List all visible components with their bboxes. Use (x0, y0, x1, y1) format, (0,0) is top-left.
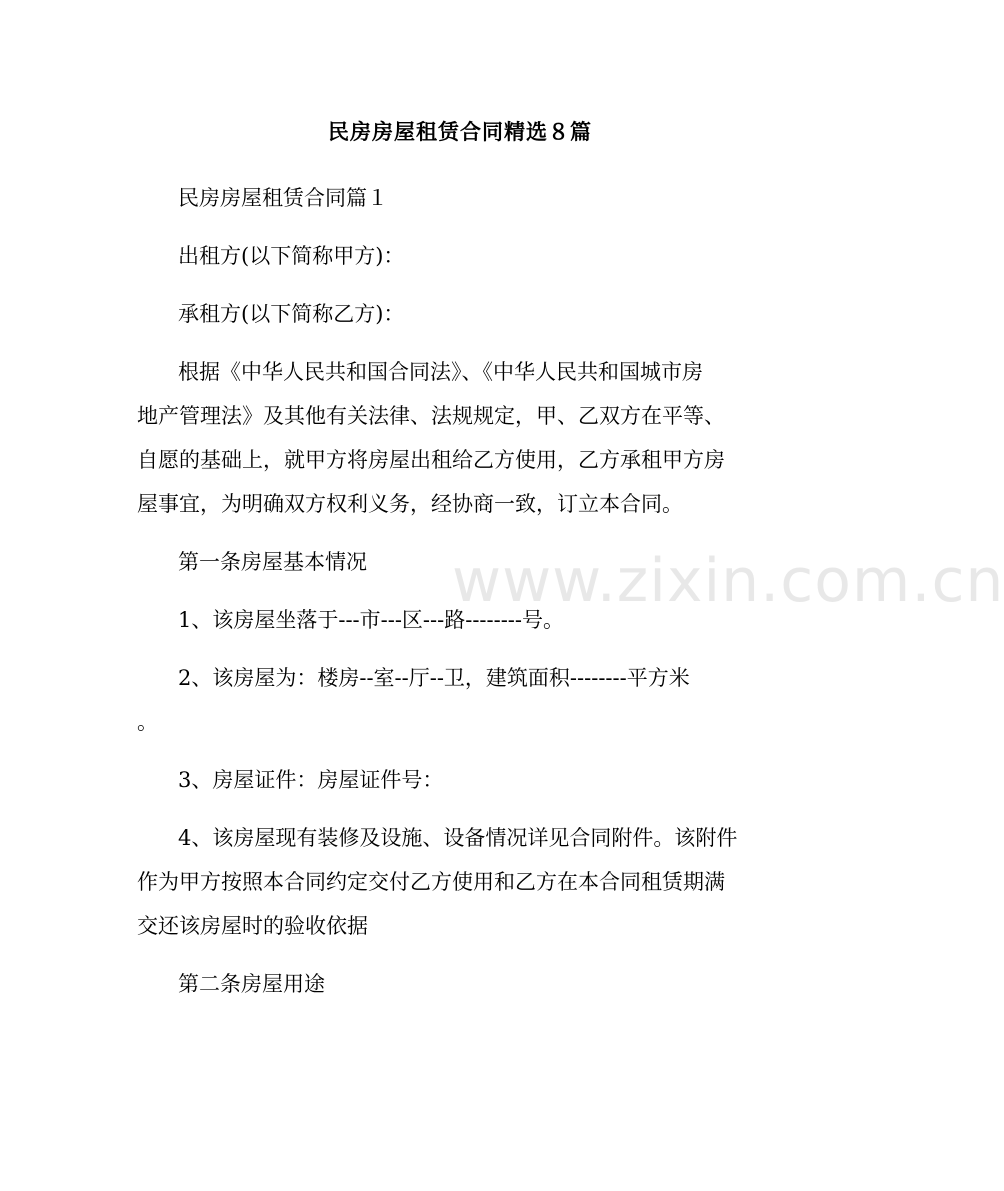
document-title: 民房房屋租赁合同精选８篇 (328, 120, 592, 144)
watermark-text: www.zixin.com.cn (452, 546, 1004, 616)
lessor-line: 出租方(以下简称甲方)： (178, 244, 405, 268)
item-1: 1、该房屋坐落于---市---区---路--------号。 (178, 608, 564, 632)
item-4-line-2: 作为甲方按照本合同约定交付乙方使用和乙方在本合同租赁期满 (137, 870, 725, 894)
lessee-line: 承租方(以下简称乙方)： (178, 302, 405, 326)
article-1-title: 第一条房屋基本情况 (178, 550, 367, 574)
intro-line-4: 屋事宜，为明确双方权利义务，经协商一致，订立本合同。 (137, 492, 683, 516)
item-4-line-3: 交还该房屋时的验收依据 (137, 914, 368, 938)
section-heading: 民房房屋租赁合同篇１ (178, 186, 388, 210)
item-4-line-1: 4、该房屋现有装修及设施、设备情况详见合同附件。该附件 (178, 826, 738, 850)
intro-line-3: 自愿的基础上，就甲方将房屋出租给乙方使用，乙方承租甲方房 (137, 448, 725, 472)
item-3: 3、房屋证件：房屋证件号： (178, 768, 444, 792)
intro-line-1: 根据《中华人民共和国合同法》、《中华人民共和国城市房 (178, 360, 703, 384)
intro-line-2: 地产管理法》及其他有关法律、法规规定，甲、乙双方在平等、 (137, 404, 725, 428)
article-2-title: 第二条房屋用途 (178, 972, 325, 996)
item-2-line-1: 2、该房屋为：楼房--室--厅--卫，建筑面积--------平方米 (178, 666, 690, 690)
item-2-line-2: 。 (137, 710, 158, 734)
